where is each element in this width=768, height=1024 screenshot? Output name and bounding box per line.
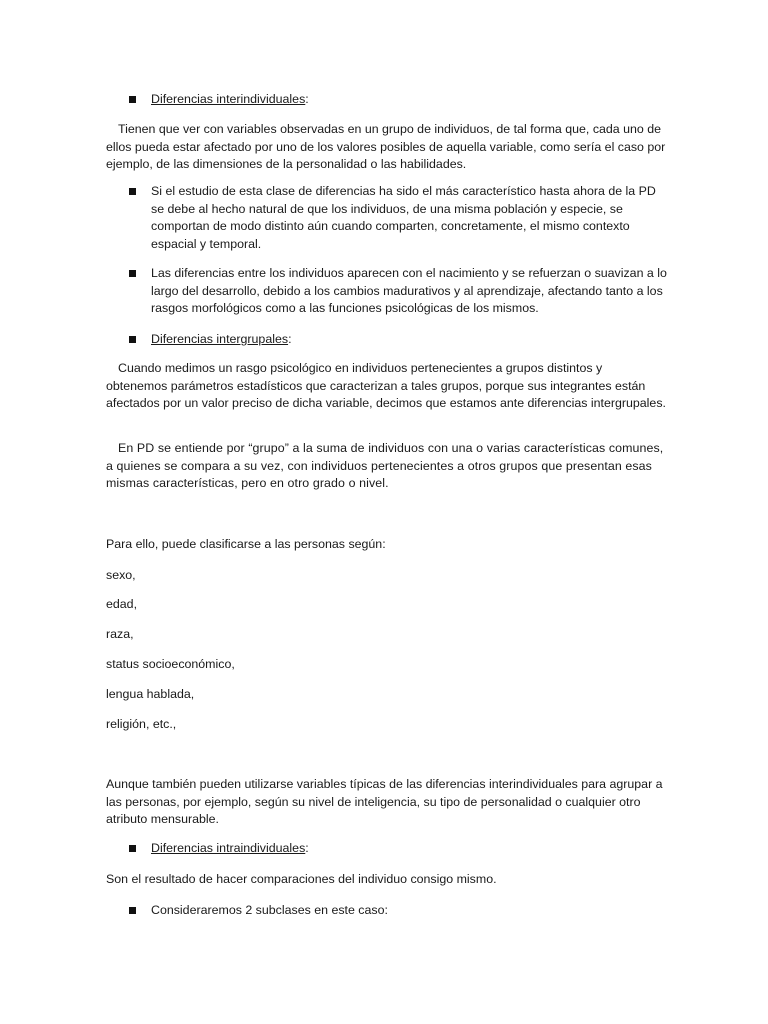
criteria-item: sexo, <box>106 568 136 582</box>
heading-interindividual <box>151 91 671 109</box>
paragraph-intergroup-closing: Aunque también pueden utilizarse variables típicas de las diferencias interindividuales para agrupar a las personas, por ejemplo, según su nivel de inteligencia, su tipo de personalidad o cualquier otro atributo mensurable. <box>106 777 663 827</box>
criteria-item: status socioeconómico, <box>106 657 235 671</box>
bullet-square-icon <box>129 845 136 852</box>
criteria-item: raza, <box>106 627 134 641</box>
heading-colon: : <box>288 332 292 346</box>
bullet-square-icon <box>129 336 136 343</box>
paragraph-interindividual: Tienen que ver con variables observadas en un grupo de individuos, de tal forma que, cada uno de ellos pueda estar afectado por uno de los valores posibles de aquella variable, como sería el caso por ejemplo, de las dimensiones de la personalidad o las habilidades. <box>106 122 666 172</box>
heading-intergroup <box>151 331 671 349</box>
bullet-square-icon <box>129 96 136 103</box>
heading-colon: : <box>305 841 309 855</box>
criteria-item: religión, etc., <box>106 717 177 731</box>
bullet-intraindividual: Consideraremos 2 subclases en este caso: <box>151 903 388 917</box>
bullet-square-icon <box>129 907 136 914</box>
criteria-item: edad, <box>106 597 138 611</box>
criteria-item: lengua hablada, <box>106 687 195 701</box>
paragraph-intergroup-1: Cuando medimos un rasgo psicológico en individuos pertenecientes a grupos distintos y obtenemos parámetros estadísticos que caracterizan a tales grupos, porque sus integrantes están afectados por un valor preciso de dicha variable, decimos que estamos ante diferencias intergrupales. <box>106 361 666 411</box>
heading-intraindividual-text: Diferencias intraindividuales <box>151 841 306 855</box>
heading-intraindividual <box>151 840 671 858</box>
heading-colon: : <box>305 92 309 106</box>
heading-interindividual-text: Diferencias interindividuales <box>151 92 306 106</box>
heading-intergroup-text: Diferencias intergrupales <box>151 332 289 346</box>
paragraph-intraindividual: Son el resultado de hacer comparaciones del individuo consigo mismo. <box>106 872 497 886</box>
classify-intro: Para ello, puede clasificarse a las personas según: <box>106 537 386 551</box>
bullet-interindividual-2: Las diferencias entre los individuos aparecen con el nacimiento y se refuerzan o suavizan a lo largo del desarrollo, debido a los cambios madurativos y al aprendizaje, afectando tanto a los rasgos morfológicos como a las funciones psicológicas de los mismos. <box>151 266 667 316</box>
paragraph-intergroup-2: En PD se entiende por “grupo” a la suma de individuos con una o varias características comunes, a quienes se compara a su vez, con individuos pertenecientes a otros grupos que presentan esas mismas características, pero en otro grado o nivel. <box>106 441 664 491</box>
bullet-square-icon <box>129 188 136 195</box>
bullet-square-icon <box>129 270 136 277</box>
bullet-interindividual-1: Si el estudio de esta clase de diferencias ha sido el más característico hasta ahora de la PD se debe al hecho natural de que los individuos, de una misma población y especie, se comportan de modo distinto aún cuando comparten, concretamente, el mismo contexto espacial y temporal. <box>151 184 656 251</box>
